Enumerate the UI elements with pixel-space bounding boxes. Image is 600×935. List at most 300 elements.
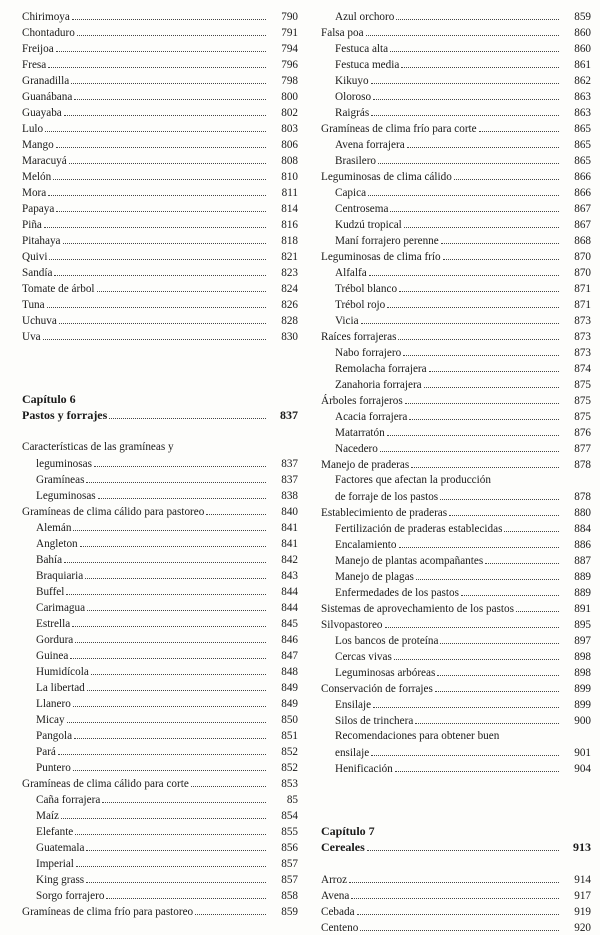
leader-dots [351, 887, 559, 899]
leader-dots [479, 120, 559, 132]
toc-entry-label: Centeno [321, 922, 359, 934]
leader-dots [102, 791, 266, 803]
toc-entry[interactable] [321, 728, 591, 744]
toc-entry-label: Granadilla [22, 75, 70, 87]
toc-entry[interactable] [321, 168, 591, 184]
toc-entry-page: 857 [281, 874, 298, 886]
leader-dots [94, 455, 266, 467]
chapter7-entries [321, 871, 591, 935]
leader-dots [437, 664, 559, 676]
toc-entry[interactable] [22, 248, 298, 264]
leader-dots [371, 72, 559, 84]
toc-entry[interactable] [22, 296, 298, 312]
toc-entry[interactable] [321, 136, 591, 152]
leader-dots [75, 631, 266, 643]
leader-dots [48, 56, 266, 68]
leader-dots [64, 104, 266, 116]
leader-dots [73, 519, 266, 531]
toc-entry-label: Azul orchoro [335, 11, 395, 23]
toc-entry[interactable] [22, 40, 298, 56]
toc-entry-page: 841 [281, 522, 298, 534]
toc-entry[interactable] [22, 807, 298, 823]
toc-entry-page: 856 [281, 842, 298, 854]
toc-entry-label: Puntero [36, 762, 71, 774]
leader-dots [74, 88, 266, 100]
toc-entry-label: Falsa poa [321, 27, 364, 39]
leader-dots [407, 136, 559, 148]
toc-entry-label: Conservación de forrajes [321, 683, 433, 695]
toc-entry-page: 884 [574, 523, 591, 535]
toc-entry[interactable] [321, 24, 591, 40]
toc-entry[interactable] [321, 520, 591, 536]
leader-dots [97, 280, 266, 292]
leader-dots [195, 903, 266, 915]
toc-entry[interactable] [321, 440, 591, 456]
leader-dots [53, 168, 266, 180]
toc-entry-label: Kudzú tropical [335, 219, 402, 231]
toc-entry[interactable] [22, 104, 298, 120]
leader-dots [360, 919, 559, 931]
leader-dots [440, 488, 559, 500]
toc-entry-page: 895 [574, 619, 591, 631]
toc-entry-label: Fresa [22, 59, 47, 71]
toc-entry-page: 897 [574, 635, 591, 647]
leader-dots [72, 8, 266, 20]
leader-dots [73, 695, 266, 707]
toc-entry-label: Trébol blanco [335, 283, 398, 295]
leader-dots [91, 663, 266, 675]
toc-entry[interactable] [321, 296, 591, 312]
chapter6-entries [22, 439, 298, 919]
toc-entry[interactable] [22, 200, 298, 216]
toc-entry-label: Tomate de árbol [22, 283, 95, 295]
leader-dots [191, 775, 266, 787]
toc-entry[interactable] [22, 168, 298, 184]
toc-entry[interactable] [22, 871, 298, 887]
toc-entry[interactable] [22, 312, 298, 328]
toc-entry-label: Sorgo forrajero [36, 890, 105, 902]
leader-dots [74, 727, 266, 739]
toc-entry[interactable] [22, 439, 298, 455]
toc-entry[interactable] [22, 264, 298, 280]
toc-entry-label: Arroz [321, 874, 348, 886]
toc-entry-label: Silos de trinchera [335, 715, 414, 727]
toc-entry[interactable] [22, 216, 298, 232]
toc-entry-page: 837 [281, 458, 298, 470]
toc-entry-page: 798 [281, 75, 298, 87]
toc-entry[interactable] [22, 328, 298, 344]
toc-entry-label: Brasilero [335, 155, 377, 167]
toc-entry[interactable] [321, 568, 591, 584]
toc-entry[interactable] [22, 583, 298, 599]
toc-entry[interactable] [22, 791, 298, 807]
toc-entry-page: 794 [281, 43, 298, 55]
toc-entry-label: Humidícola [36, 666, 89, 678]
toc-entry-page: 852 [281, 762, 298, 774]
toc-entry[interactable] [321, 248, 591, 264]
toc-entry[interactable] [22, 551, 298, 567]
toc-entry-page: 870 [574, 251, 591, 263]
leader-dots [56, 200, 266, 212]
toc-entry-label: Maní forrajero perenne [335, 235, 439, 247]
leader-dots [58, 743, 266, 755]
leader-dots [85, 567, 266, 579]
toc-entry[interactable] [22, 567, 298, 583]
leader-dots [70, 647, 266, 659]
toc-entry[interactable] [321, 712, 591, 728]
toc-entry-page: 824 [281, 283, 298, 295]
toc-entry-page: 871 [574, 299, 591, 311]
toc-entry-label: de forraje de los pastos [335, 491, 439, 503]
toc-entry-label: Gordura [36, 634, 74, 646]
toc-entry-page: 821 [281, 251, 298, 263]
leader-dots [387, 296, 559, 308]
toc-entry[interactable] [22, 775, 298, 791]
toc-entry-label: Tuna [22, 299, 45, 311]
toc-entry[interactable] [22, 903, 298, 919]
toc-entry[interactable] [22, 759, 298, 775]
leader-dots [366, 24, 559, 36]
toc-entry[interactable] [321, 632, 591, 648]
toc-entry-page: 859 [574, 11, 591, 23]
toc-entry[interactable] [22, 136, 298, 152]
toc-entry-label: Fertilización de praderas establecidas [335, 523, 503, 535]
leader-dots [380, 440, 559, 452]
toc-entry-page: 880 [574, 507, 591, 519]
toc-entry-label: Alfalfa [335, 267, 367, 279]
toc-entry-page: 899 [574, 699, 591, 711]
toc-entry-page: 810 [281, 171, 298, 183]
toc-entry-label: Gramíneas [36, 474, 85, 486]
toc-entry-label: Lulo [22, 123, 44, 135]
toc-entry[interactable] [321, 120, 591, 136]
leader-dots [367, 839, 559, 851]
toc-entry-label: Establecimiento de praderas [321, 507, 448, 519]
toc-entry-label: Uchuva [22, 315, 57, 327]
toc-entry[interactable] [321, 88, 591, 104]
toc-entry-page: 889 [574, 571, 591, 583]
leader-dots [206, 503, 266, 515]
toc-entry[interactable] [321, 760, 591, 776]
toc-entry[interactable] [22, 232, 298, 248]
toc-entry-page: 846 [281, 634, 298, 646]
toc-entry-label: Oloroso [335, 91, 372, 103]
toc-entry[interactable] [321, 616, 591, 632]
leader-dots [394, 648, 559, 660]
toc-entry-label: Melón [22, 171, 52, 183]
toc-entry-page: 848 [281, 666, 298, 678]
leader-dots [59, 312, 266, 324]
leader-dots [69, 152, 266, 164]
leader-dots [398, 328, 559, 340]
toc-entry-page: 887 [574, 555, 591, 567]
toc-entry-page: 847 [281, 650, 298, 662]
toc-entry-page: 850 [281, 714, 298, 726]
leader-dots [73, 759, 266, 771]
leader-dots [349, 871, 559, 883]
toc-entry-page: 871 [574, 283, 591, 295]
leader-dots [87, 599, 266, 611]
toc-entry[interactable] [321, 72, 591, 88]
toc-entry[interactable] [321, 392, 591, 408]
toc-entry[interactable] [321, 376, 591, 392]
leader-dots [71, 72, 266, 84]
toc-entry[interactable] [321, 40, 591, 56]
toc-entry-label: Acacia forrajera [335, 411, 408, 423]
toc-entry[interactable] [321, 408, 591, 424]
toc-entry-page: 917 [574, 890, 591, 902]
toc-entry-page: 875 [574, 379, 591, 391]
toc-entry[interactable] [22, 839, 298, 855]
leader-dots [49, 248, 266, 260]
toc-entry[interactable] [22, 471, 298, 487]
toc-entry-label: Manejo de plantas acompañantes [335, 555, 484, 567]
toc-entry[interactable] [321, 552, 591, 568]
toc-entry[interactable] [321, 903, 591, 919]
toc-entry-page: 85 [286, 794, 298, 806]
toc-entry-label: Guayaba [22, 107, 62, 119]
leader-dots [485, 552, 559, 564]
leader-dots [403, 344, 559, 356]
toc-entry[interactable] [321, 152, 591, 168]
toc-entry[interactable] [22, 120, 298, 136]
leader-dots [48, 184, 266, 196]
toc-entry[interactable] [22, 88, 298, 104]
leader-dots [415, 712, 559, 724]
leader-dots [390, 40, 559, 52]
leader-dots [72, 615, 266, 627]
leader-dots [43, 328, 266, 340]
toc-entry-label: Características de las gramíneas y [22, 441, 174, 453]
toc-entry[interactable] [321, 104, 591, 120]
toc-entry[interactable] [22, 455, 298, 471]
chapter7-heading: Capítulo 7 [321, 824, 375, 838]
toc-entry-page: 868 [574, 235, 591, 247]
toc-entry-page: 878 [574, 459, 591, 471]
toc-entry[interactable] [22, 487, 298, 503]
toc-entry-label: Vicia [335, 315, 359, 327]
toc-entry-page: 873 [574, 315, 591, 327]
toc-entry[interactable] [22, 727, 298, 743]
left-column [22, 8, 298, 919]
toc-entry-page: 816 [281, 219, 298, 231]
toc-entry-page: 877 [574, 443, 591, 455]
toc-entry[interactable] [22, 695, 298, 711]
toc-entry-page: 806 [281, 139, 298, 151]
leader-dots [409, 408, 559, 420]
toc-entry[interactable] [321, 584, 591, 600]
leader-dots [368, 184, 559, 196]
toc-entry[interactable] [22, 663, 298, 679]
toc-entry[interactable] [321, 664, 591, 680]
leader-dots [387, 424, 559, 436]
toc-entry-page: 853 [281, 778, 298, 790]
toc-entry[interactable] [22, 615, 298, 631]
leader-dots [411, 456, 559, 468]
leader-dots [61, 807, 266, 819]
leader-dots [76, 855, 266, 867]
toc-entry-label: Leguminosas [36, 490, 96, 502]
toc-entry-label: Imperial [36, 858, 74, 870]
chapter7-title: Cereales [321, 840, 365, 854]
toc-entry[interactable] [22, 184, 298, 200]
toc-entry[interactable] [321, 56, 591, 72]
toc-entry-page: 875 [574, 411, 591, 423]
leader-dots [369, 264, 559, 276]
toc-entry-label: Caña forrajera [36, 794, 101, 806]
toc-entry-label: Leguminosas de clima cálido [321, 171, 452, 183]
toc-entry-label: Gramíneas de clima cálido para corte [22, 778, 189, 790]
toc-entry[interactable] [22, 647, 298, 663]
toc-entry[interactable] [321, 919, 591, 935]
toc-entry[interactable] [321, 328, 591, 344]
toc-entry[interactable] [321, 184, 591, 200]
toc-entry-label: Guatemala [36, 842, 85, 854]
toc-entry[interactable] [321, 200, 591, 216]
toc-entry[interactable] [321, 472, 591, 488]
toc-entry-page: 857 [281, 858, 298, 870]
toc-entry-page: 858 [281, 890, 298, 902]
toc-entry[interactable] [321, 280, 591, 296]
toc-entry[interactable] [321, 648, 591, 664]
toc-entry-label: Buffel [36, 586, 65, 598]
toc-entry[interactable] [321, 488, 591, 504]
leader-dots [66, 583, 266, 595]
toc-entry-label: Chirimoya [22, 11, 70, 23]
toc-entry-page: 866 [574, 187, 591, 199]
toc-entry-page: 860 [574, 43, 591, 55]
toc-entry-label: Gramíneas de clima frío para corte [321, 123, 477, 135]
toc-entry-label: Manejo de plagas [335, 571, 414, 583]
toc-entry[interactable] [321, 216, 591, 232]
leader-dots [378, 152, 559, 164]
toc-entry-page: 814 [281, 203, 298, 215]
toc-entry-page: 844 [281, 586, 298, 598]
toc-entry-page: 861 [574, 59, 591, 71]
toc-entry-label: Festuca media [335, 59, 400, 71]
toc-entry[interactable] [321, 871, 591, 887]
toc-entry-label: Chontaduro [22, 27, 75, 39]
toc-entry[interactable] [22, 535, 298, 551]
toc-entry-page: 866 [574, 171, 591, 183]
toc-entry-label: Festuca alta [335, 43, 389, 55]
toc-entry[interactable] [321, 887, 591, 903]
toc-entry-label: Trébol rojo [335, 299, 386, 311]
toc-entry[interactable] [22, 599, 298, 615]
toc-entry-label: Carimagua [36, 602, 86, 614]
toc-entry-label: Árboles forrajeros [321, 395, 403, 407]
toc-entry-page: 855 [281, 826, 298, 838]
toc-entry[interactable] [22, 823, 298, 839]
toc-entry[interactable] [321, 680, 591, 696]
toc-entry[interactable] [321, 744, 591, 760]
toc-entry[interactable] [321, 8, 591, 24]
toc-entry-page: 904 [574, 763, 591, 775]
toc-entry[interactable] [321, 504, 591, 520]
toc-entry[interactable] [321, 536, 591, 552]
toc-entry[interactable] [321, 312, 591, 328]
toc-entry[interactable] [321, 424, 591, 440]
toc-entry-page: 865 [574, 123, 591, 135]
toc-entry-label: Remolacha forrajera [335, 363, 427, 375]
toc-entry-label: Gramíneas de clima frío para pastoreo [22, 906, 194, 918]
chapter7-page: 913 [573, 840, 591, 854]
leader-dots [373, 88, 559, 100]
leader-dots [80, 535, 266, 547]
chapter6-title-row[interactable] [22, 407, 298, 423]
chapter6-page: 837 [280, 408, 298, 422]
toc-entry[interactable] [321, 360, 591, 376]
toc-entry-label: Manejo de praderas [321, 459, 410, 471]
toc-entry[interactable] [321, 600, 591, 616]
leader-dots [98, 487, 266, 499]
toc-entry[interactable] [22, 855, 298, 871]
toc-entry-page: 808 [281, 155, 298, 167]
toc-entry-label: Mango [22, 139, 54, 151]
toc-entry-label: Maíz [36, 810, 59, 822]
leader-dots [87, 679, 266, 691]
chapter7-title-row[interactable] [321, 839, 591, 855]
leader-dots [54, 264, 266, 276]
toc-entry-page: 914 [574, 874, 591, 886]
toc-entry-label: Leguminosas de clima frío [321, 251, 441, 263]
toc-entry-page: 919 [574, 906, 591, 918]
leader-dots [405, 392, 559, 404]
toc-entry[interactable] [321, 232, 591, 248]
leader-dots [435, 680, 559, 692]
leader-dots [429, 360, 559, 372]
toc-entry[interactable] [22, 743, 298, 759]
toc-entry[interactable] [22, 631, 298, 647]
leader-dots [440, 632, 559, 644]
toc-entry-page: 878 [574, 491, 591, 503]
toc-entry-page: 899 [574, 683, 591, 695]
toc-entry-label: Pará [36, 746, 56, 758]
toc-entry[interactable] [22, 152, 298, 168]
leader-dots [390, 200, 559, 212]
toc-entry[interactable] [22, 56, 298, 72]
toc-entry-label: Mora [22, 187, 47, 199]
toc-entry[interactable] [321, 264, 591, 280]
toc-entry[interactable] [22, 280, 298, 296]
leader-dots [371, 104, 559, 116]
toc-entry[interactable] [321, 696, 591, 712]
toc-entry-page: 862 [574, 75, 591, 87]
toc-entry[interactable] [22, 679, 298, 695]
toc-entry-label: Capica [335, 187, 367, 199]
toc-entry-page: 873 [574, 347, 591, 359]
toc-entry-page: 851 [281, 730, 298, 742]
toc-entry-label: Llanero [36, 698, 71, 710]
toc-entry[interactable] [22, 887, 298, 903]
toc-entry-page: 811 [281, 187, 298, 199]
toc-entry[interactable] [22, 72, 298, 88]
toc-entry-label: Cercas vivas [335, 651, 392, 663]
leader-dots [56, 136, 266, 148]
toc-entry[interactable] [22, 8, 298, 24]
toc-entry[interactable] [22, 24, 298, 40]
toc-entry[interactable] [22, 519, 298, 535]
leader-dots [86, 471, 266, 483]
toc-entry[interactable] [321, 344, 591, 360]
leader-dots [399, 280, 559, 292]
toc-entry-label: Kikuyo [335, 75, 369, 87]
toc-entry[interactable] [321, 456, 591, 472]
toc-entry-label: leguminosas [36, 458, 92, 470]
toc-entry[interactable] [22, 503, 298, 519]
toc-entry-label: Braquiaria [36, 570, 84, 582]
toc-entry[interactable] [22, 711, 298, 727]
